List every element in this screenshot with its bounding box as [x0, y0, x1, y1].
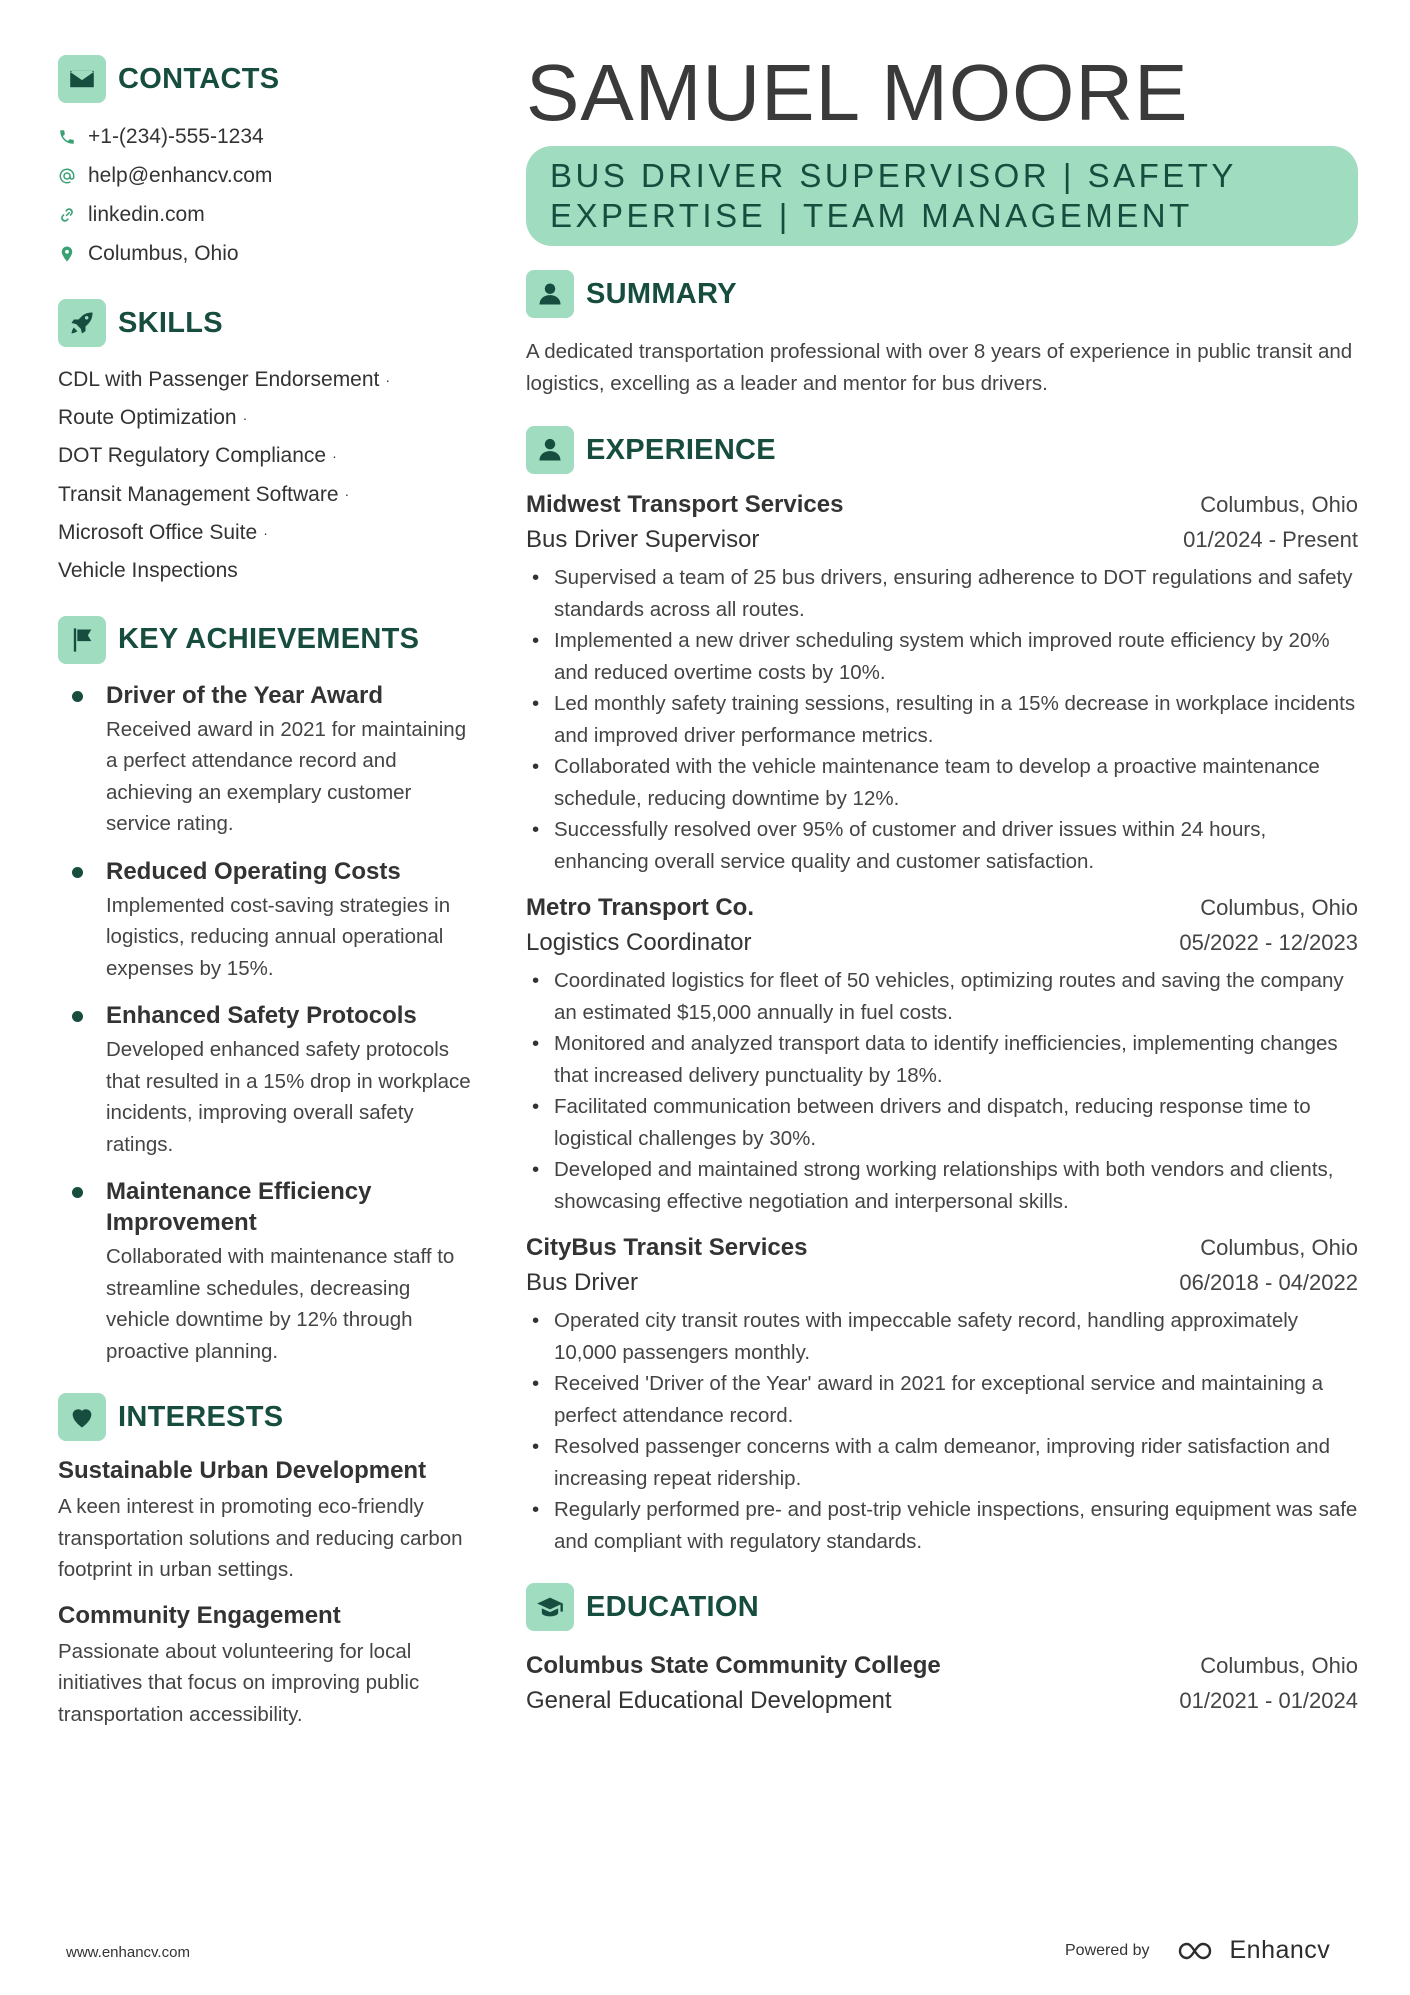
- job-company: CityBus Transit Services: [526, 1234, 808, 1261]
- map-pin-icon: [58, 245, 88, 263]
- bullet-dot-icon: [72, 691, 83, 702]
- skill-item: CDL with Passenger Endorsement ·: [58, 368, 391, 391]
- achievement-item: [58, 856, 478, 985]
- job-location: Columbus, Ohio: [1200, 1235, 1358, 1260]
- job-entry: [526, 488, 1358, 877]
- achievement-item: [58, 1000, 478, 1160]
- flag-icon: [58, 616, 106, 664]
- achievement-desc: Collaborated with maintenance staff to streamline schedules, decreasing vehicle downtime by 12% through proactive planning.: [106, 1245, 455, 1363]
- interests-header: [58, 1393, 478, 1441]
- achievement-desc: Received award in 2021 for maintaining a perfect attendance record and achieving an exemplary customer service rating.: [106, 717, 467, 836]
- heart-icon: [58, 1393, 106, 1441]
- achievements-list: [58, 680, 478, 1368]
- enhancv-logo-icon: [1176, 1939, 1222, 1963]
- contacts-header: [58, 55, 478, 103]
- at-icon: [58, 167, 88, 185]
- skill-item: Microsoft Office Suite ·: [58, 520, 268, 544]
- job-location: Columbus, Ohio: [1200, 492, 1358, 517]
- brand-name: Enhancv: [1229, 1936, 1331, 1964]
- skills-list: [58, 361, 478, 590]
- achievement-title: Driver of the Year Award: [106, 681, 384, 709]
- job-entry: [526, 1231, 1358, 1557]
- achievement-desc: Developed enhanced safety protocols that resulted in a 15% drop in workplace incidents, improving overall safety ratings.: [106, 1038, 471, 1156]
- envelope-icon: [58, 55, 106, 103]
- interest-title: Sustainable Urban Development: [58, 1457, 427, 1485]
- achievements-header: [58, 616, 478, 664]
- rocket-icon: [58, 299, 106, 347]
- job-bullet: • Operated city transit routes with impeccable safety record, handling approximately 10,000 passengers monthly.: [526, 1305, 1358, 1368]
- link-icon: [58, 206, 88, 224]
- user-tie-icon: [526, 426, 574, 474]
- achievement-item: [58, 1176, 478, 1367]
- job-bullet: • Monitored and analyzed transport data to identify inefficiencies, implementing changes that increased delivery punctuality by 18%.: [526, 1028, 1358, 1091]
- achievement-title: Reduced Operating Costs: [106, 857, 401, 885]
- job-bullets: [526, 1305, 1358, 1557]
- job-bullet: • Regularly performed pre- and post-trip vehicle inspections, ensuring equipment was safe and compliant with regulatory standards.: [526, 1494, 1358, 1557]
- skills-title: SKILLS: [118, 306, 223, 339]
- skill-item: Route Optimization ·: [58, 406, 248, 430]
- job-bullet: • Led monthly safety training sessions, resulting in a 15% decrease in workplace incidents and improved driver performance metrics.: [526, 688, 1358, 751]
- achievements-title: KEY ACHIEVEMENTS: [118, 623, 420, 656]
- job-bullet: • Resolved passenger concerns with a calm demeanor, improving rider satisfaction and increasing repeat ridership.: [526, 1431, 1358, 1494]
- footer-powered: [1065, 1936, 1330, 1965]
- job-bullet: • Received 'Driver of the Year' award in 2021 for exceptional service and maintaining a perfect attendance record.: [526, 1368, 1358, 1431]
- powered-by-label: Powered by: [1065, 1941, 1150, 1959]
- summary-header: [526, 270, 1358, 318]
- education-title: EDUCATION: [586, 1590, 759, 1623]
- user-icon: [526, 270, 574, 318]
- left-column: [58, 55, 478, 1730]
- phone-icon: [58, 128, 88, 146]
- interests-list: [58, 1455, 478, 1730]
- summary-text: A dedicated transportation professional with over 8 years of experience in public transit and logistics, excelling as a leader and mentor for bus drivers.: [526, 340, 1353, 395]
- contacts-title: CONTACTS: [118, 62, 280, 95]
- education-header: [526, 1583, 1358, 1631]
- enhancv-logo[interactable]: [1176, 1936, 1331, 1965]
- job-bullet: • Collaborated with the vehicle maintenance team to develop a proactive maintenance schedule, reducing downtime by 12%.: [526, 751, 1358, 814]
- job-dates: 05/2022 - 12/2023: [1179, 930, 1358, 955]
- graduation-cap-icon: [526, 1583, 574, 1631]
- contact-linkedin[interactable]: [58, 195, 478, 234]
- job-bullet: • Successfully resolved over 95% of customer and driver issues within 24 hours, enhancing overall service quality and customer satisfaction.: [526, 814, 1358, 877]
- job-bullet: • Implemented a new driver scheduling system which improved route efficiency by 20% and reduced overtime costs by 10%.: [526, 625, 1358, 688]
- interest-desc: Passionate about volunteering for local initiatives that focus on improving public transportation accessibility.: [58, 1639, 420, 1726]
- skill-item: DOT Regulatory Compliance ·: [58, 444, 337, 468]
- interest-title: Community Engagement: [58, 1601, 341, 1629]
- job-bullets: [526, 965, 1358, 1217]
- achievement-title: Maintenance Efficiency Improvement: [106, 1178, 372, 1237]
- linkedin-text: linkedin.com: [88, 202, 205, 226]
- job-bullet: • Facilitated communication between drivers and dispatch, reducing response time to logistical challenges by 30%.: [526, 1091, 1358, 1154]
- job-bullet: • Developed and maintained strong working relationships with both vendors and clients, showcasing effective negotiation and interpersonal skills.: [526, 1154, 1358, 1217]
- job-entry: [526, 891, 1358, 1217]
- experience-title: EXPERIENCE: [586, 433, 776, 466]
- achievement-title: Enhanced Safety Protocols: [106, 1002, 417, 1030]
- bullet-dot-icon: [72, 1011, 83, 1022]
- location-text: Columbus, Ohio: [88, 241, 239, 265]
- contact-location: [58, 234, 478, 273]
- skills-header: [58, 299, 478, 347]
- interest-item: [58, 1600, 478, 1731]
- job-dates: 01/2024 - Present: [1183, 527, 1358, 552]
- experience-header: [526, 426, 1358, 474]
- interests-title: INTERESTS: [118, 1400, 284, 1433]
- interest-desc: A keen interest in promoting eco-friendly transportation solutions and reducing carbon footprint in urban settings.: [58, 1495, 463, 1582]
- education-degree: General Educational Development: [526, 1687, 892, 1714]
- education-school: Columbus State Community College: [526, 1652, 941, 1679]
- job-dates: 06/2018 - 04/2022: [1179, 1270, 1358, 1295]
- interest-item: [58, 1455, 478, 1586]
- bullet-dot-icon: [72, 867, 83, 878]
- headline-banner: BUS DRIVER SUPERVISOR | SAFETY EXPERTISE | TEAM MANAGEMENT: [526, 146, 1358, 246]
- education-entry: [526, 1649, 1358, 1719]
- contact-email[interactable]: [58, 156, 478, 195]
- achievement-desc: Implemented cost-saving strategies in logistics, reducing annual operational expenses by 15%.: [106, 893, 451, 980]
- candidate-name: SAMUEL MOORE: [526, 48, 1189, 137]
- contact-phone[interactable]: [58, 117, 478, 156]
- contact-list: [58, 117, 478, 273]
- skill-item: Transit Management Software ·: [58, 482, 350, 506]
- job-bullet: • Coordinated logistics for fleet of 50 vehicles, optimizing routes and saving the company an estimated $15,000 annually in fuel costs.: [526, 965, 1358, 1028]
- job-location: Columbus, Ohio: [1200, 895, 1358, 920]
- email-text: help@enhancv.com: [88, 163, 273, 187]
- footer-website[interactable]: www.enhancv.com: [66, 1944, 190, 1961]
- job-role: Bus Driver Supervisor: [526, 526, 760, 553]
- bullet-dot-icon: [72, 1187, 83, 1198]
- right-column: [526, 48, 1358, 1719]
- job-bullet: • Supervised a team of 25 bus drivers, ensuring adherence to DOT regulations and safety standards across all routes.: [526, 562, 1358, 625]
- education-location: Columbus, Ohio: [1200, 1653, 1358, 1678]
- skill-item: Vehicle Inspections: [58, 559, 238, 583]
- job-role: Logistics Coordinator: [526, 929, 752, 956]
- phone-text: +1-(234)-555-1234: [88, 124, 264, 148]
- job-company: Metro Transport Co.: [526, 894, 755, 921]
- job-role: Bus Driver: [526, 1269, 639, 1296]
- education-dates: 01/2021 - 01/2024: [1179, 1688, 1358, 1713]
- summary-title: SUMMARY: [586, 277, 737, 310]
- job-bullets: [526, 562, 1358, 877]
- achievement-item: [58, 680, 478, 840]
- job-company: Midwest Transport Services: [526, 491, 844, 518]
